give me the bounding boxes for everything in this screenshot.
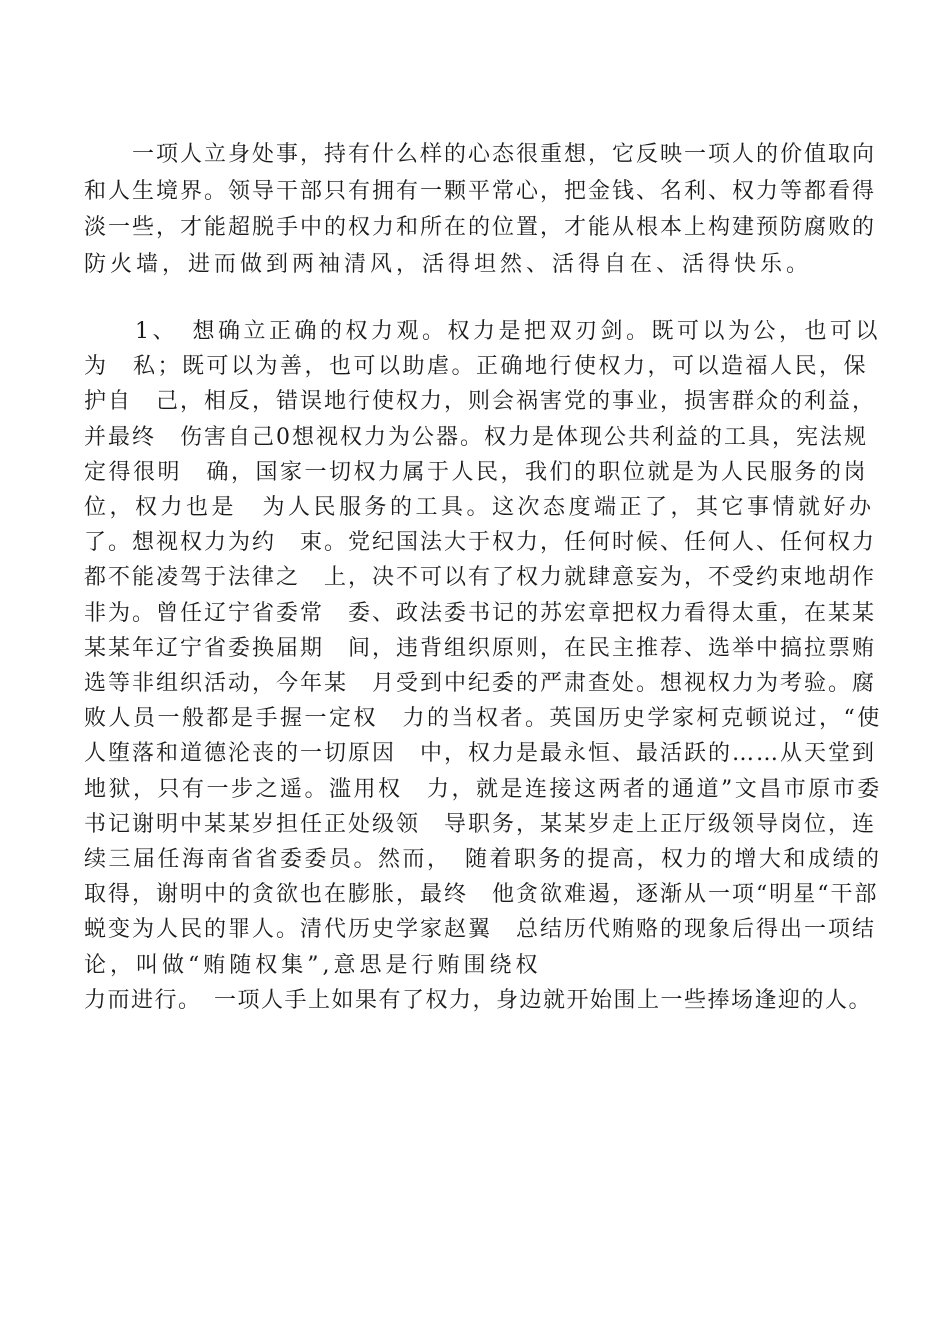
text-line: 为 私；既可以为善，也可以助虐。正确地行使权力，可以造福人民，保: [84, 354, 869, 380]
text-line: 并最终 伤害自己0想视权力为公器。权力是体现公共利益的工具，宪法规: [84, 424, 868, 450]
text-line: 某某年辽宁省委换届期 间，违背组织原则，在民主推荐、选举中搞拉票贿: [84, 635, 877, 661]
text-line: 和人生境界。领导干部只有拥有一颗平常心，把金钱、名利、权力等都看得: [84, 178, 877, 204]
text-line: 定得很明 确，国家一切权力属于人民，我们的职位就是为人民服务的岗: [84, 459, 869, 485]
text-line: 蜕变为人民的罪人。清代历史学家赵翼 总结历代贿赂的现象后得出一项结: [84, 917, 877, 943]
text-line: 败人员一般都是手握一定权 力的当权者。英国历史学家柯克顿说过，“使: [84, 706, 882, 732]
text-line: 非为。曾任辽宁省委常 委、政法委书记的苏宏章把权力看得太重，在某某: [84, 600, 877, 626]
text-line: 了。想视权力为约 束。党纪国法大于权力，任何时候、任何人、任何权力: [84, 530, 877, 556]
text-line: 书记谢明中某某岁担任正处级领 导职务，某某岁走上正厅级领导岗位，连: [84, 811, 877, 837]
text-line: 取得，谢明中的贪欲也在膨胀，最终 他贪欲难遏，逐渐从一项“明星“干部: [84, 882, 879, 908]
text-line: 选等非组织活动，今年某 月受到中纪委的严肃查处。想视权力为考验。腐: [84, 671, 877, 697]
text-line: 位，权力也是 为人民服务的工具。这次态度端正了，其它事情就好办: [84, 495, 875, 521]
text-line: 人堕落和道德沦丧的一切原因 中，权力是最永恒、最活跃的……从天堂到: [84, 741, 877, 767]
paragraph-power-view: [84, 314, 884, 1018]
text-line: 1、 想确立正确的权力观。权力是把双刃剑。既可以为公，也可以: [84, 319, 881, 344]
text-line: 地狱，只有一步之遥。滥用权 力，就是连接这两者的通道”文昌市原市委: [84, 776, 882, 802]
text-line: 续三届任海南省省委委员。然而， 随着职务的提高，权力的增大和成绩的: [84, 847, 882, 873]
text-line: 论，叫做“贿随权集”,意思是行贿围绕权: [84, 952, 542, 978]
text-line: 一项人立身处事，持有什么样的心态很重想，它反映一项人的价值取向: [84, 142, 877, 167]
text-line: 护自 己，相反，错误地行使权力，则会祸害党的事业，损害群众的利益，: [84, 389, 877, 415]
text-line: 力而进行。 一项人手上如果有了权力，身边就开始围上一些捧场逢迎的人。: [84, 987, 873, 1013]
text-line: 都不能凌驾于法律之 上，决不可以有了权力就肆意妄为，不受约束地胡作: [84, 565, 877, 591]
text-line: 淡一些，才能超脱手中的权力和所在的位置，才能从根本上构建预防腐败的: [84, 215, 877, 240]
text-line: 防火墙，进而做到两袖清风，活得坦然、活得自在、活得快乐。: [84, 251, 813, 277]
paragraph-intro: [84, 137, 884, 283]
